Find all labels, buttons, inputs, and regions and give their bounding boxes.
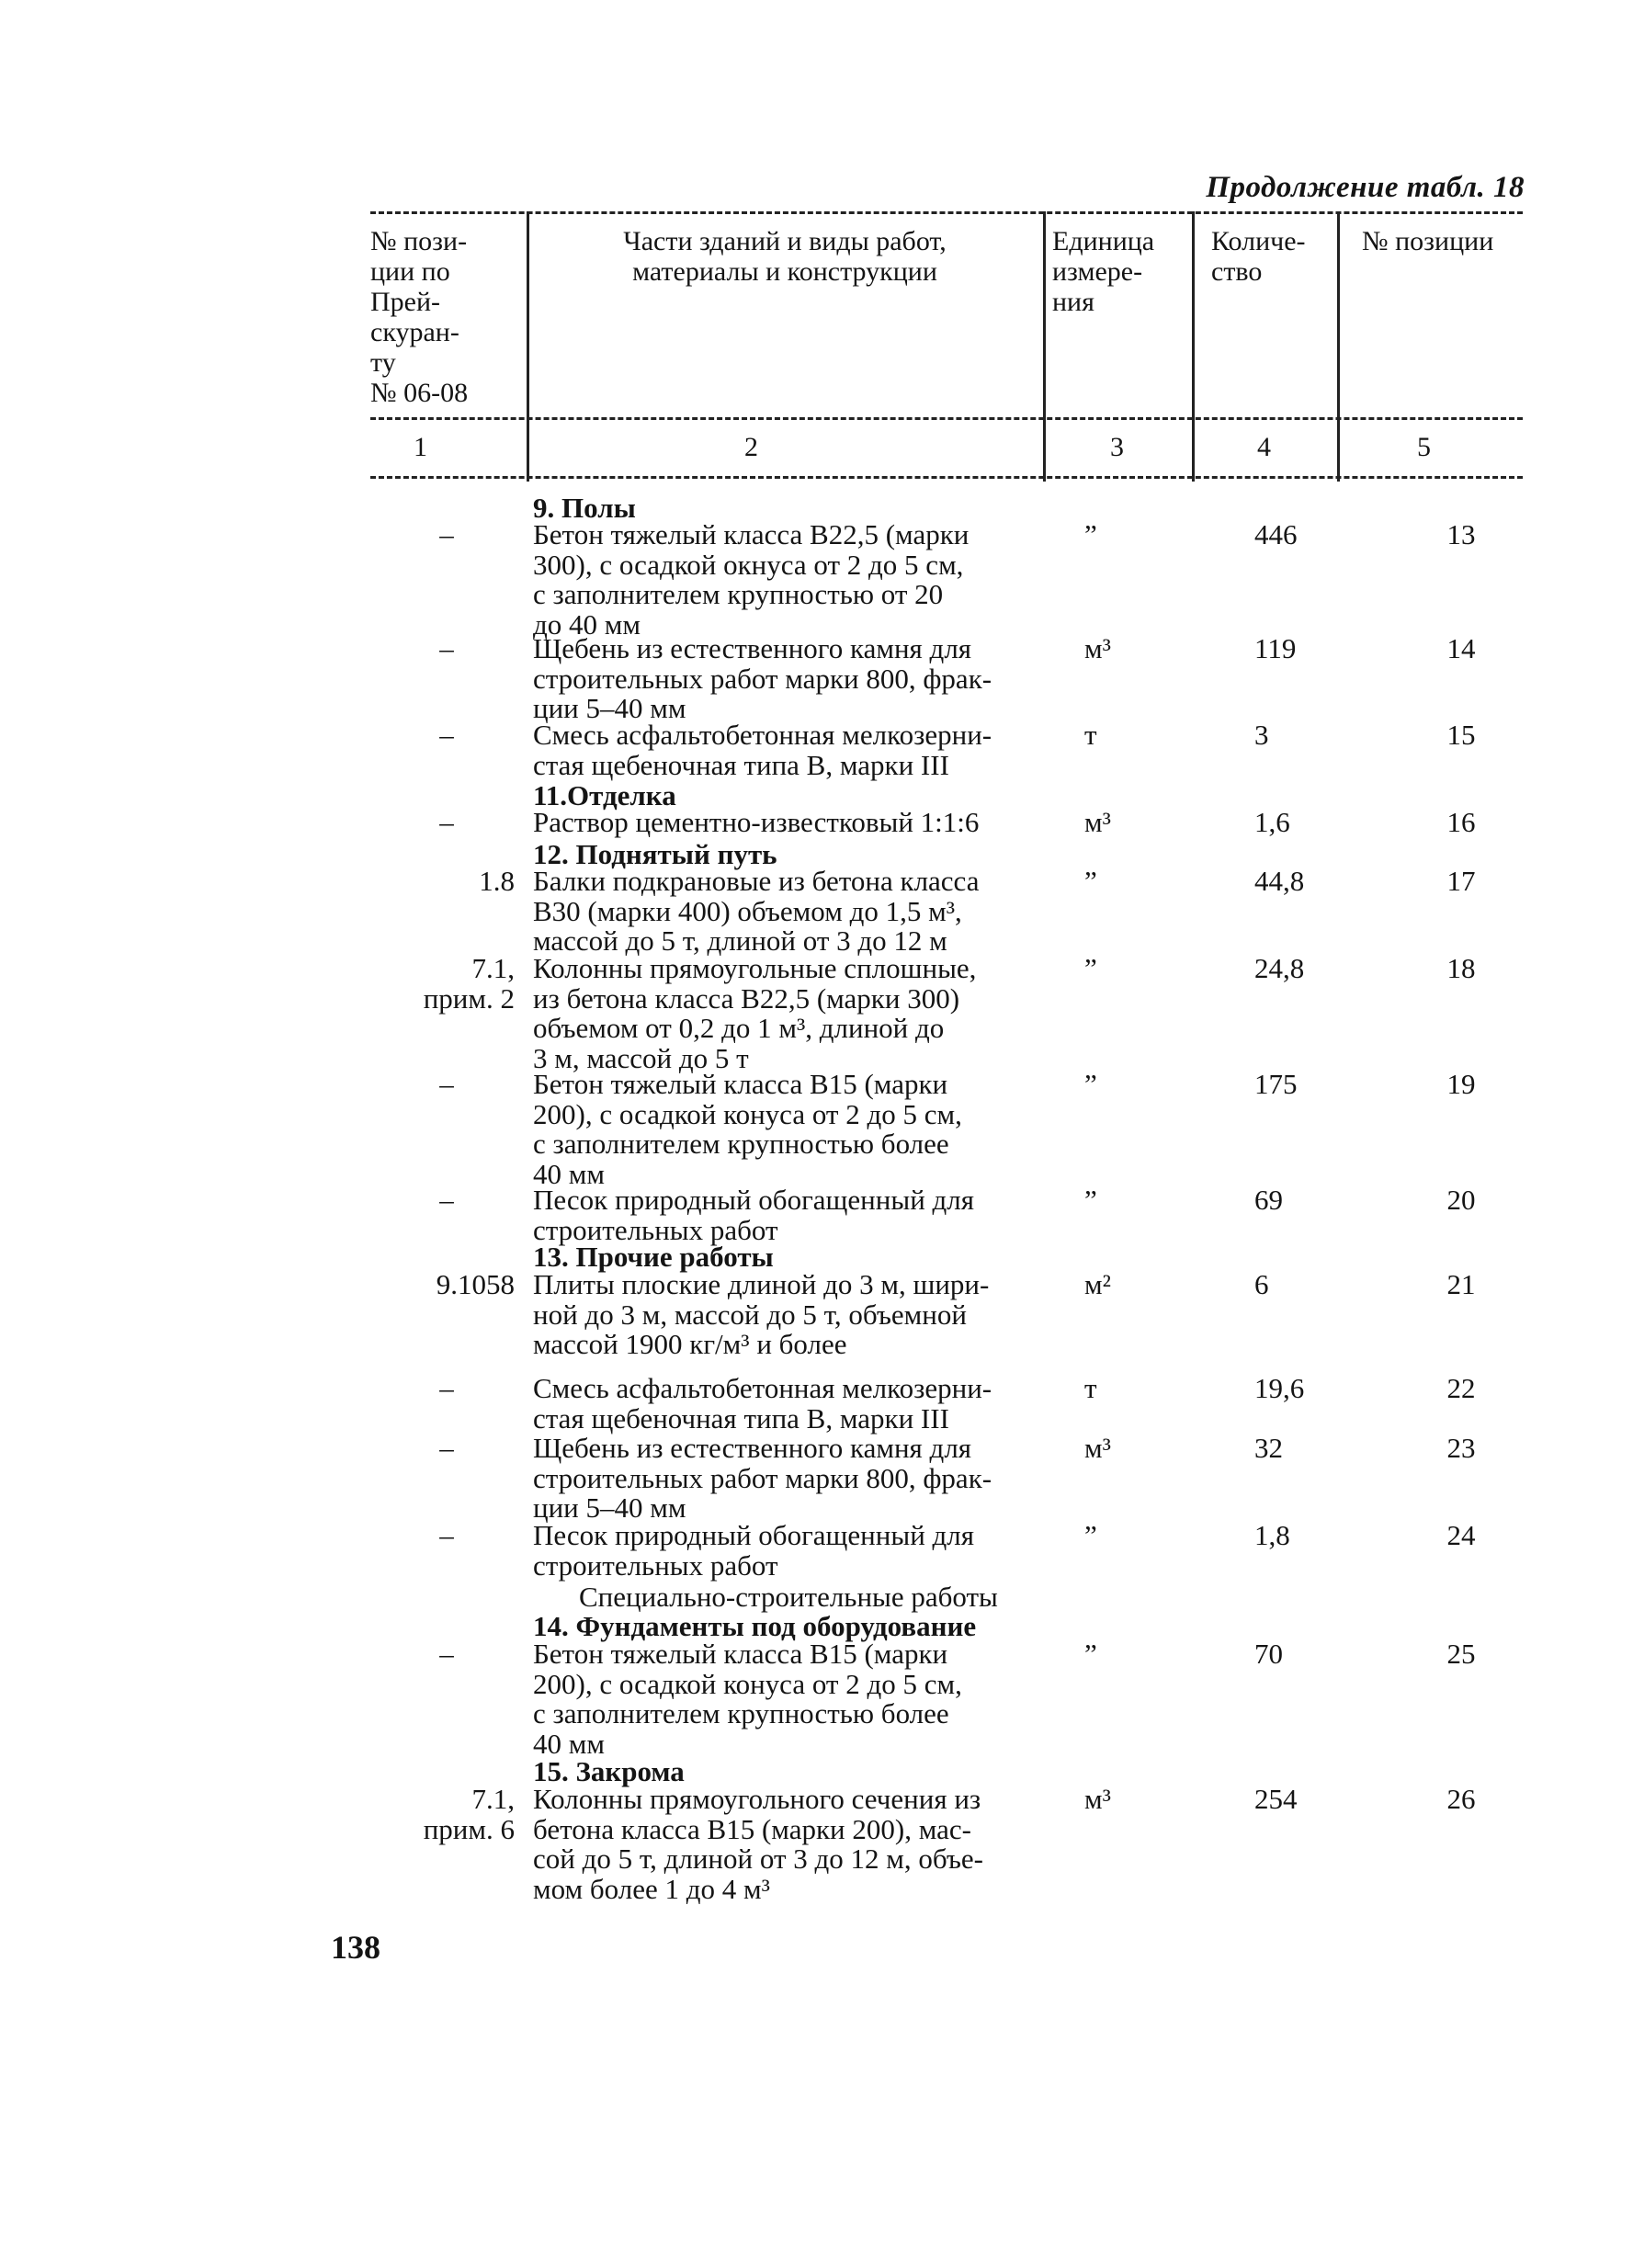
position-cell: – bbox=[439, 518, 454, 550]
column-number-4: 4 bbox=[1257, 432, 1271, 462]
quantity-cell: 175 bbox=[1254, 1068, 1298, 1100]
unit-cell: ” bbox=[1084, 1638, 1097, 1670]
section-subheading: Специально-строительные работы bbox=[579, 1581, 998, 1613]
column-number-3: 3 bbox=[1110, 432, 1124, 462]
quantity-cell: 69 bbox=[1254, 1184, 1283, 1216]
unit-cell: т bbox=[1084, 1372, 1097, 1404]
position-cell: 1.8 bbox=[479, 865, 515, 897]
position-cell: – bbox=[439, 806, 454, 838]
unit-cell: ” bbox=[1084, 952, 1097, 984]
header-col-description: Части зданий и виды работ, материалы и конструкции bbox=[623, 226, 947, 287]
item-number-cell: 16 bbox=[1446, 806, 1476, 838]
col-divider-1 bbox=[527, 211, 529, 482]
col-divider-4 bbox=[1337, 211, 1340, 482]
unit-cell: м² bbox=[1084, 1268, 1111, 1300]
column-number-5: 5 bbox=[1417, 432, 1431, 462]
description-cell: Плиты плоские длиной до 3 м, шири- ной до 3 м, массой до 5 т, объемной массой 1900 кг/м³ и более bbox=[533, 1268, 990, 1360]
item-number-cell: 22 bbox=[1446, 1372, 1476, 1404]
position-cell: – bbox=[439, 1638, 454, 1670]
item-number-cell: 14 bbox=[1446, 632, 1476, 664]
header-mid-rule bbox=[370, 417, 1523, 420]
col-divider-3 bbox=[1192, 211, 1195, 482]
position-cell: – bbox=[439, 1184, 454, 1216]
quantity-cell: 119 bbox=[1254, 632, 1297, 664]
position-cell: – bbox=[439, 1519, 454, 1551]
position-cell: 7.1, прим. 2 bbox=[423, 952, 515, 1015]
item-number-cell: 17 bbox=[1446, 865, 1476, 897]
item-number-cell: 25 bbox=[1446, 1638, 1476, 1670]
unit-cell: м³ bbox=[1084, 632, 1111, 664]
position-cell: – bbox=[439, 1068, 454, 1100]
quantity-cell: 6 bbox=[1254, 1268, 1269, 1300]
quantity-cell: 70 bbox=[1254, 1638, 1283, 1670]
section-heading: 15. Закрома bbox=[533, 1755, 685, 1787]
section-heading: 14. Фундаменты под оборудование bbox=[533, 1610, 977, 1642]
item-number-cell: 19 bbox=[1446, 1068, 1476, 1100]
quantity-cell: 3 bbox=[1254, 719, 1269, 751]
section-heading: 9. Полы bbox=[533, 492, 636, 524]
item-number-cell: 20 bbox=[1446, 1184, 1476, 1216]
description-cell: Бетон тяжелый класса B15 (марки 200), с осадкой конуса от 2 до 5 см, с заполнителем крупностью более 40 мм bbox=[533, 1638, 962, 1760]
description-cell: Бетон тяжелый класса B22,5 (марки 300), с осадкой окнуса от 2 до 5 см, с заполнителем крупностью от 20 до 40 мм bbox=[533, 518, 970, 641]
quantity-cell: 24,8 bbox=[1254, 952, 1305, 984]
position-cell: 9.1058 bbox=[436, 1268, 515, 1300]
item-number-cell: 15 bbox=[1446, 719, 1476, 751]
unit-cell: ” bbox=[1084, 518, 1097, 550]
header-top-rule bbox=[370, 211, 1523, 214]
unit-cell: т bbox=[1084, 719, 1097, 751]
quantity-cell: 19,6 bbox=[1254, 1372, 1305, 1404]
item-number-cell: 23 bbox=[1446, 1432, 1476, 1464]
position-cell: – bbox=[439, 719, 454, 751]
column-number-2: 2 bbox=[744, 432, 758, 462]
header-col-position: № пози- ции по Прей- скуран- ту № 06-08 bbox=[370, 226, 469, 408]
unit-cell: ” bbox=[1084, 1068, 1097, 1100]
description-cell: Смесь асфальтобетонная мелкозерни- стая щебеночная типа В, марки III bbox=[533, 719, 992, 781]
section-heading: 12. Поднятый путь bbox=[533, 838, 777, 870]
position-cell: – bbox=[439, 1372, 454, 1404]
unit-cell: ” bbox=[1084, 865, 1097, 897]
section-heading: 11.Отделка bbox=[533, 779, 676, 811]
item-number-cell: 13 bbox=[1446, 518, 1476, 550]
position-cell: 7.1, прим. 6 bbox=[423, 1783, 515, 1845]
unit-cell: ” bbox=[1084, 1184, 1097, 1216]
description-cell: Щебень из естественного камня для строительных работ марки 800, фрак- ции 5–40 мм bbox=[533, 632, 992, 724]
description-cell: Щебень из естественного камня для строительных работ марки 800, фрак- ции 5–40 мм bbox=[533, 1432, 992, 1524]
header-col-quantity: Количе- ство bbox=[1211, 226, 1306, 287]
header-bottom-rule bbox=[370, 476, 1523, 479]
unit-cell: м³ bbox=[1084, 806, 1111, 838]
position-cell: – bbox=[439, 1432, 454, 1464]
unit-cell: м³ bbox=[1084, 1783, 1111, 1815]
description-cell: Раствор цементно-известковый 1:1:6 bbox=[533, 806, 980, 838]
quantity-cell: 44,8 bbox=[1254, 865, 1305, 897]
description-cell: Колонны прямоугольного сечения из бетона класса B15 (марки 200), мас- сой до 5 т, длиной от 3 до 12 м, объе- мом более 1 до 4 м³ bbox=[533, 1783, 983, 1905]
col-divider-2 bbox=[1043, 211, 1046, 482]
quantity-cell: 32 bbox=[1254, 1432, 1283, 1464]
description-cell: Колонны прямоугольные сплошные, из бетона класса B22,5 (марки 300) объемом от 0,2 до 1 м³, длиной до 3 м, массой до 5 т bbox=[533, 952, 977, 1074]
position-cell: – bbox=[439, 632, 454, 664]
item-number-cell: 26 bbox=[1446, 1783, 1476, 1815]
section-heading: 13. Прочие работы bbox=[533, 1241, 774, 1273]
unit-cell: м³ bbox=[1084, 1432, 1111, 1464]
item-number-cell: 24 bbox=[1446, 1519, 1476, 1551]
unit-cell: ” bbox=[1084, 1519, 1097, 1551]
quantity-cell: 254 bbox=[1254, 1783, 1298, 1815]
description-cell: Песок природный обогащенный для строительных работ bbox=[533, 1184, 975, 1246]
item-number-cell: 21 bbox=[1446, 1268, 1476, 1300]
column-number-1: 1 bbox=[414, 432, 427, 462]
description-cell: Смесь асфальтобетонная мелкозерни- стая щебеночная типа В, марки III bbox=[533, 1372, 992, 1435]
page-number: 138 bbox=[331, 1929, 380, 1966]
header-col-unit: Единица измере- ния bbox=[1052, 226, 1155, 317]
quantity-cell: 1,8 bbox=[1254, 1519, 1290, 1551]
quantity-cell: 1,6 bbox=[1254, 806, 1290, 838]
continuation-caption: Продолжение табл. 18 bbox=[1206, 171, 1525, 204]
item-number-cell: 18 bbox=[1446, 952, 1476, 984]
description-cell: Балки подкрановые из бетона класса B30 (марки 400) объемом до 1,5 м³, массой до 5 т, длиной от 3 до 12 м bbox=[533, 865, 980, 957]
description-cell: Песок природный обогащенный для строительных работ bbox=[533, 1519, 975, 1582]
quantity-cell: 446 bbox=[1254, 518, 1298, 550]
description-cell: Бетон тяжелый класса B15 (марки 200), с осадкой конуса от 2 до 5 см, с заполнителем крупностью более 40 мм bbox=[533, 1068, 962, 1190]
header-col-item-number: № позиции bbox=[1362, 226, 1494, 256]
